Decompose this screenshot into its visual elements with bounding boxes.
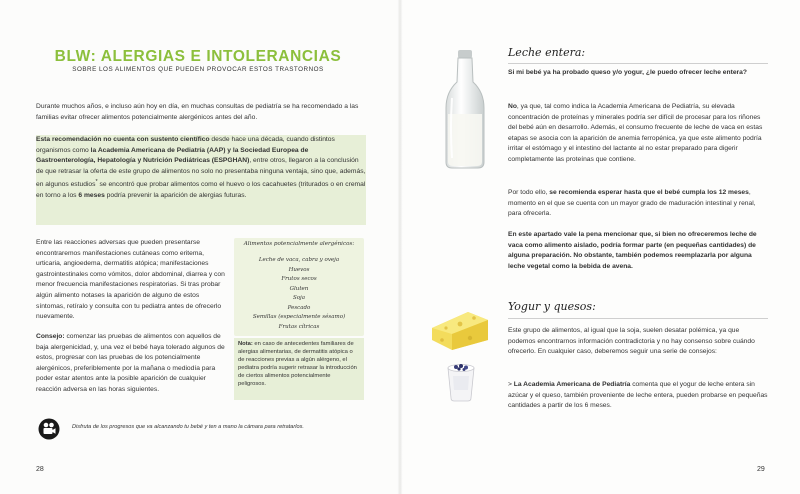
allergen-box-title: Alimentos potencialmente alergénicos: bbox=[243, 241, 355, 247]
advice-label: Consejo: bbox=[36, 333, 65, 340]
milk-recommendation-bold: se recomienda esperar hasta que el bebé cumpla los 12 meses bbox=[549, 189, 749, 196]
recommendation-bold: Esta recomendación no cuenta con sustento científico bbox=[36, 136, 210, 143]
recommendation-organizations: la Academia Americana de Pediatría (AAP) y la Sociedad Europea de Gastroenterología, Hepatología y Nutrición Pediátricas (ESPGHAN) bbox=[36, 146, 309, 165]
milk-mention-paragraph: En este apartado vale la pena mencionar que, si bien no ofreceremos leche de vaca como alimento aislado, podría formar parte (en pequeñas cantidades) de alguna preparación. No obstante, también podemos reemplazarla por alguna leche vegetal como la bebida de avena. bbox=[508, 231, 757, 270]
list-item: Gluten bbox=[289, 285, 309, 292]
camera-icon bbox=[38, 418, 60, 440]
section-heading-yogurt: Yogur y quesos: bbox=[508, 300, 596, 313]
milk-answer-no: No bbox=[508, 103, 517, 110]
intro-paragraph: Durante muchos años, e incluso aún hoy en día, en muchas consultas de pediatría se ha recomendado a las familias evitar ofrecer alimentos potencialmente alergénicos antes del año. bbox=[36, 103, 359, 121]
page-number-right: 29 bbox=[757, 466, 765, 473]
yogurt-point-org: La Academia Americana de Pediatría bbox=[513, 381, 631, 388]
heading-divider bbox=[508, 318, 768, 319]
tip-text: Disfruta de los progresos que va alcanzando tu bebé y ten a mano la cámara para retratarlos. bbox=[72, 424, 304, 430]
cheese-illustration bbox=[428, 306, 492, 352]
yogurt-paragraph: Este grupo de alimentos, al igual que la soja, suelen desatar polémica, ya que podemos encontrarnos información contradictoria y no hay consenso sobre cuándo ofrecerlo. En cualquier caso, deberemos seguir una serie de consejos: bbox=[508, 327, 755, 356]
list-item: Frutos secos bbox=[281, 276, 317, 282]
list-item: Frutas cítricas bbox=[278, 323, 320, 330]
list-item: Leche de vaca, cabra y oveja bbox=[258, 257, 340, 263]
allergen-list bbox=[234, 256, 364, 332]
milk-answer-paragraph: No, ya que, tal como indica la Academia Americana de Pediatría, su elevada concentración de proteínas y minerales podría ser difícil de procesar para los riñones del bebé aún en desarrollo. Además, el consumo frecuente de leche de vaca en estas etapas se asocia con la aparición de anemia ferropénica, ya que este alimento podría irritar el estómago y el intestino del lactante al no estar preparado para digerir completamente las proteínas que contiene. bbox=[508, 103, 763, 163]
book-gutter bbox=[397, 0, 403, 494]
page-title: BLW: ALERGIAS E INTOLERANCIAS bbox=[54, 48, 342, 65]
list-item: Soja bbox=[292, 295, 306, 301]
recommendation-months: 6 meses bbox=[78, 192, 105, 200]
milk-question: Si mi bebé ya ha probado queso y/o yogur, ¿le puedo ofrecer leche entera? bbox=[508, 69, 747, 76]
list-item: Huevos bbox=[288, 266, 310, 273]
recommendation-paragraph: Esta recomendación no cuenta con sustento científico desde hace una década, cuando distintos organismos como la Academia Americana de Pediatría (AAP) y la Sociedad Europea de Gastroenterología, Hepatología y Nutrición Pediátricas (ESPGHAN), entre otros, llegaron a la conclusión de que retrasar la oferta de este grupo de alimentos no solo no presentaba ninguna ventaja, sino que, además, en algunos estudios* se encontró que probar alimentos como el huevo o los cacahuetes (triturados o en cremal en torno a los 6 meses podría prevenir la aparición de alergias futuras. bbox=[36, 136, 366, 200]
reactions-paragraph: Entre las reacciones adversas que pueden presentarse encontraremos manifestaciones cutáneas como eritema, urticaria, angioedema, dermatitis atópica; manifestaciones gastrointestinales como vómitos, dolor abdominal, diarrea y con menor frecuencia manifestaciones respiratorias. Si tras probar algún alimento notases la aparición de alguno de estos síntomas, retíralo y consulta con tu pediatra antes de ofrecerlo nuevamente. bbox=[36, 239, 225, 321]
note-label: Nota: bbox=[238, 341, 253, 347]
advice-paragraph: Consejo: comenzar las pruebas de alimentos con aquellos de baja alergenicidad, y, una vez el bebé haya tolerado algunos de estos, progresar con las pruebas de los potencialmente alergénicos, preferiblemente por la mañana o mediodía para poder estar atentos ante la posible aparición de cualquier reacción adversa en las horas siguientes. bbox=[36, 333, 225, 393]
yogurt-illustration bbox=[444, 360, 478, 402]
milk-recommendation-paragraph: Por todo ello, se recomienda esperar hasta que el bebé cumpla los 12 meses, momento en el que se cuenta con un mayor grado de maduración intestinal y renal, para ofrecerla. bbox=[508, 189, 756, 218]
list-item: Semillas (especialmente sésamo) bbox=[252, 314, 346, 320]
page-number-left: 28 bbox=[36, 466, 44, 473]
yogurt-point: > La Academia Americana de Pediatría comenta que el yogur de leche entera sin azúcar y el queso, también proveniente de leche entera, pueden probarse en pequeñas cantidades a partir de los 6 meses. bbox=[508, 381, 768, 410]
footnote-mark: * bbox=[95, 179, 98, 186]
list-item: Pescado bbox=[287, 304, 311, 311]
heading-divider bbox=[508, 63, 768, 64]
note-paragraph: Nota: en caso de antecedentes familiares de alergias alimentarias, de dermatitis atópica o de reacciones previas a algún alérgeno, el pediatra podría sugerir retrasar la introducción de ciertos alimentos potencialmente peligrosos. bbox=[238, 341, 357, 387]
section-heading-milk: Leche entera: bbox=[508, 46, 586, 59]
page-subtitle: SOBRE LOS ALIMENTOS QUE PUEDEN PROVOCAR ESTOS TRASTORNOS bbox=[72, 66, 324, 73]
milk-bottle-illustration bbox=[440, 48, 490, 170]
